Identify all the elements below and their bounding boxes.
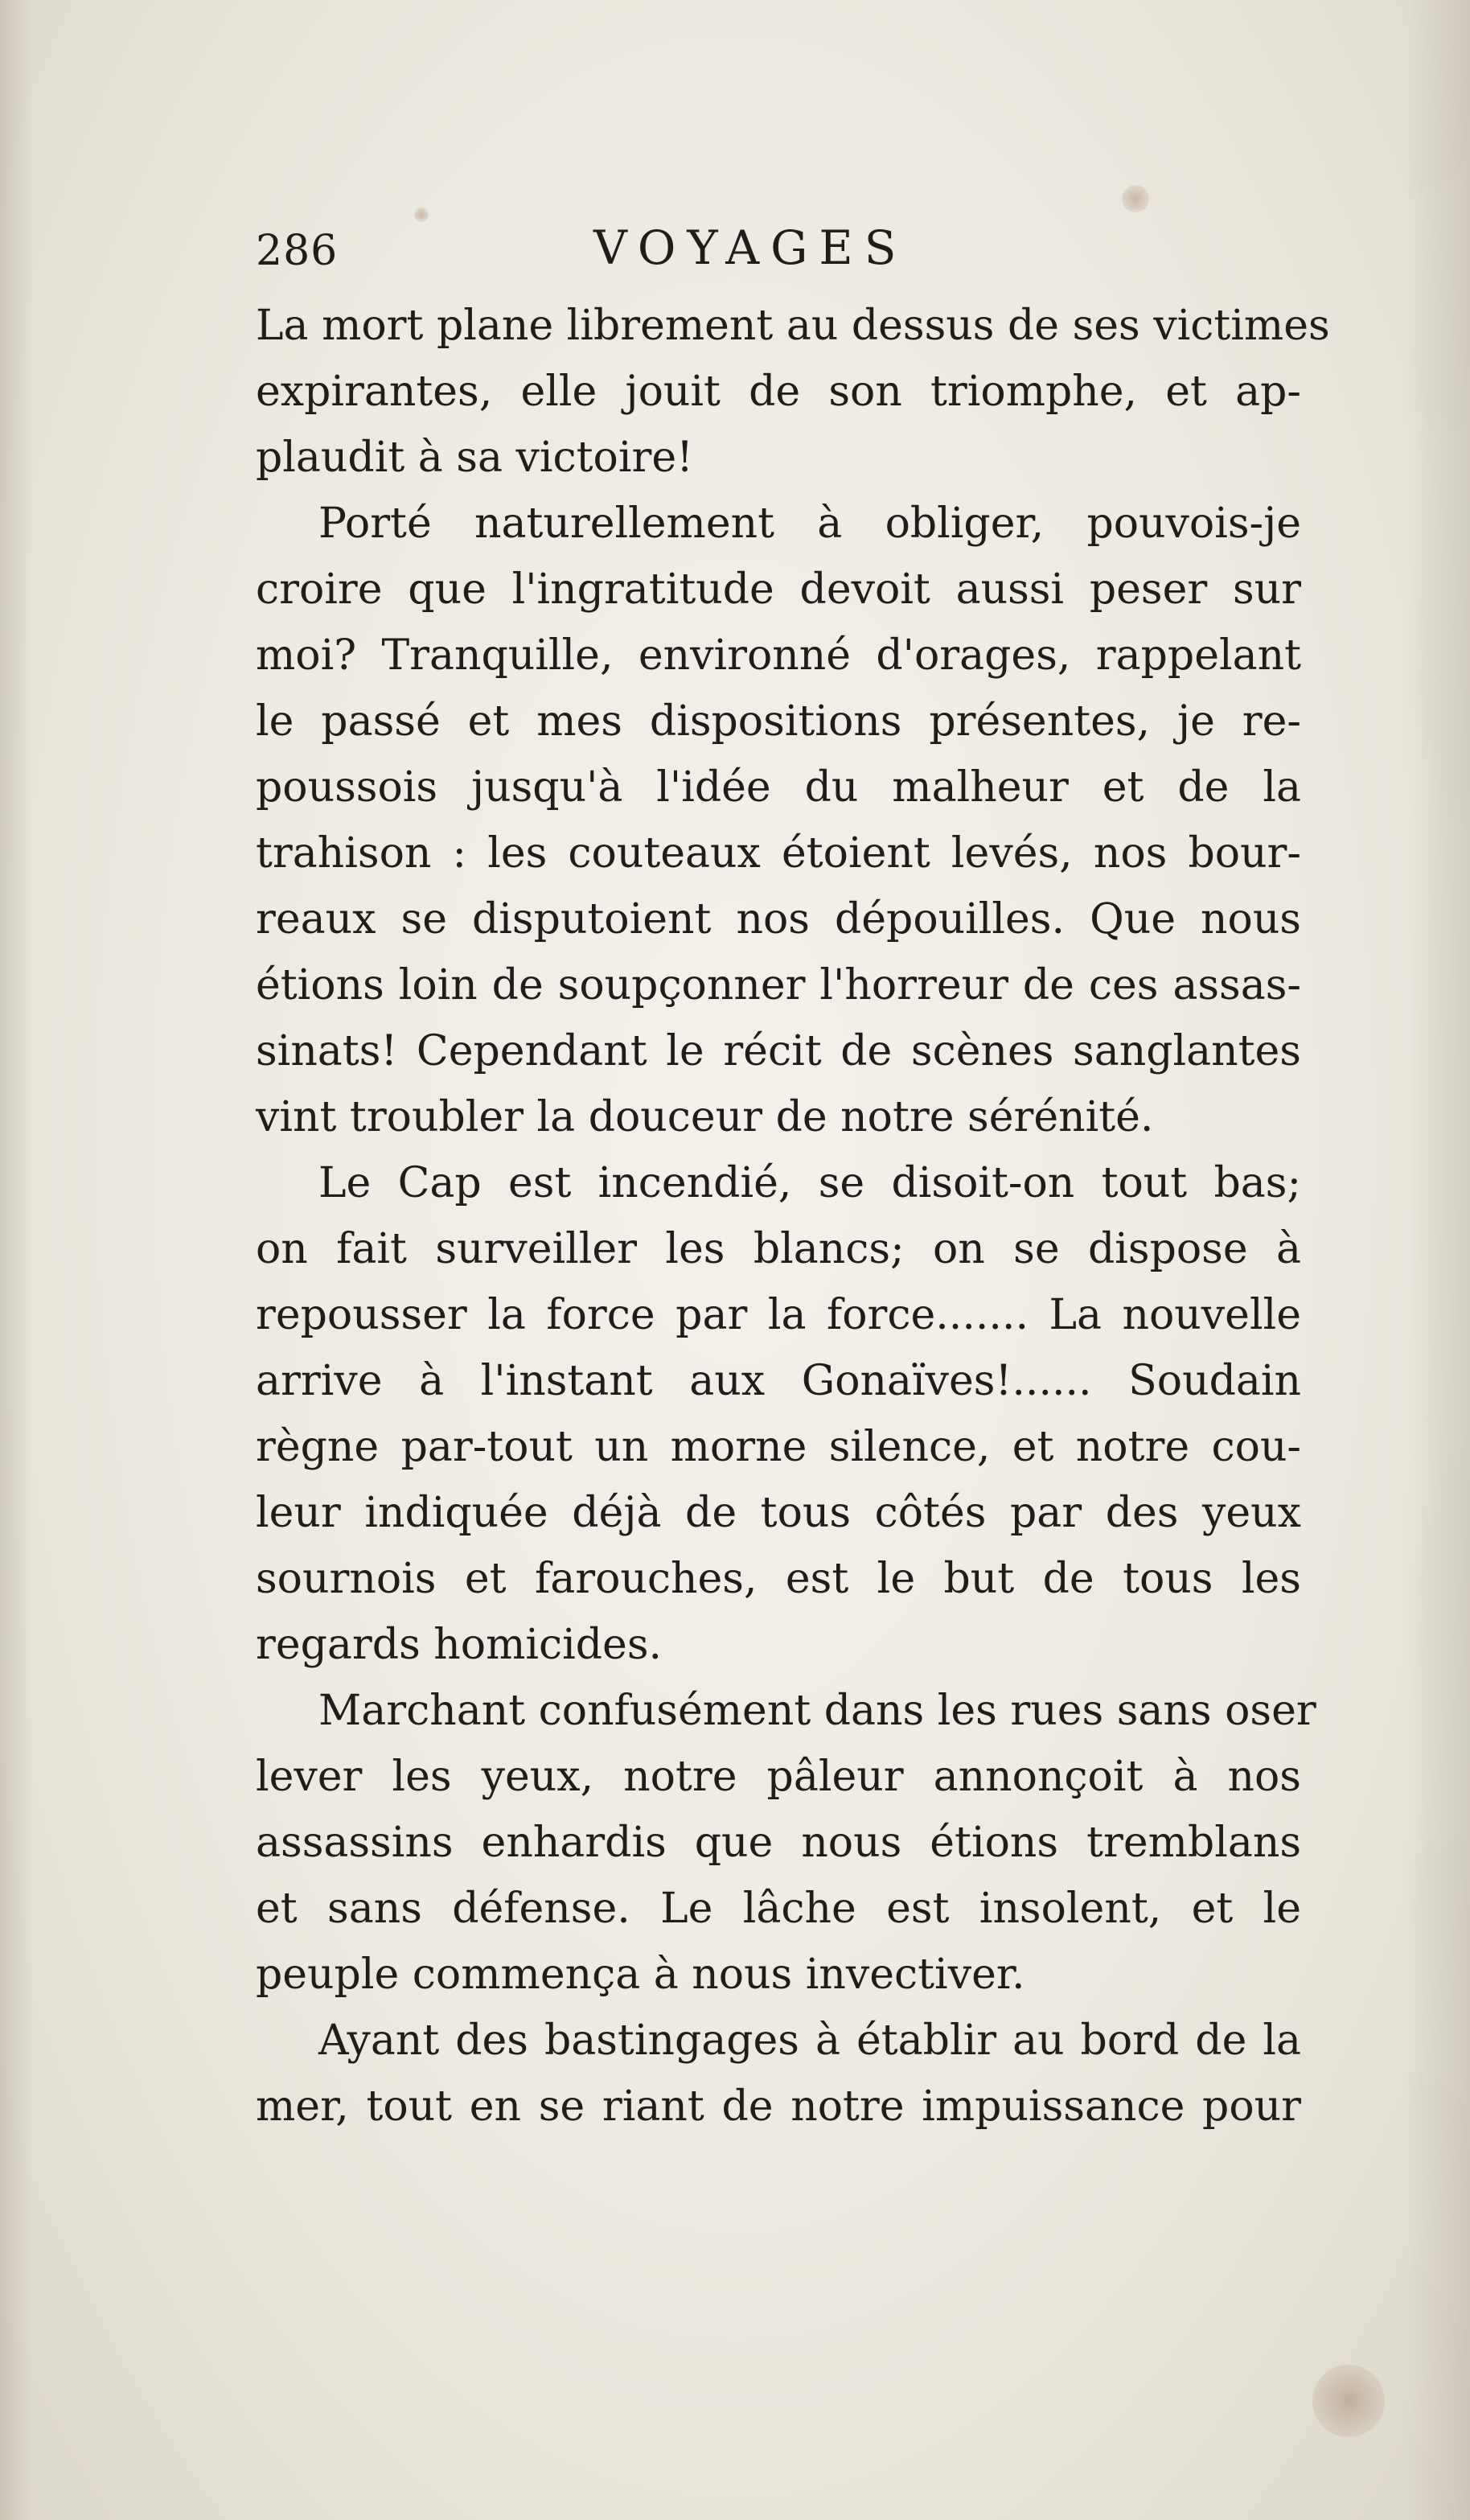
text-line: et sans défense. Le lâche est insolent, et le xyxy=(256,1885,1301,1933)
text-line: sinats! Cependant le récit de scènes sanglantes xyxy=(256,1027,1301,1075)
text-line: le passé et mes dispositions présentes, je re- xyxy=(256,697,1301,746)
text-line: Marchant confusément dans les rues sans oser xyxy=(318,1687,1316,1735)
text-line: Le Cap est incendié, se disoit-on tout bas; xyxy=(318,1159,1301,1207)
text-line: reaux se disputoient nos dépouilles. Que nous xyxy=(256,895,1301,943)
paragraph-1 xyxy=(256,293,1330,491)
page-left-edge-shadow xyxy=(0,0,32,2520)
text-line: poussois jusqu'à l'idée du malheur et de la xyxy=(256,763,1301,812)
text-line: plaudit à sa victoire! xyxy=(256,434,693,482)
text-line: règne par-tout un morne silence, et notre cou- xyxy=(256,1423,1301,1471)
paragraph-2 xyxy=(256,491,1301,1150)
text-line: croire que l'ingratitude devoit aussi peser sur xyxy=(256,565,1301,614)
text-line: on fait surveiller les blancs; on se dispose à xyxy=(256,1225,1301,1273)
text-line: lever les yeux, notre pâleur annonçoit à nos xyxy=(256,1753,1301,1801)
text-line: repousser la force par la force....... La nouvelle xyxy=(256,1291,1301,1339)
text-line: étions loin de soupçonner l'horreur de ces assas- xyxy=(256,961,1301,1009)
text-line: peuple commença à nous invectiver. xyxy=(256,1951,1025,1999)
ink-stain-top xyxy=(1122,185,1149,212)
running-head xyxy=(256,216,1301,288)
text-line: La mort plane librement au dessus de ses victimes xyxy=(256,302,1330,350)
paragraph-4 xyxy=(256,1678,1316,2008)
text-line: trahison : les couteaux étoient levés, nos bour- xyxy=(256,829,1301,878)
running-title: VOYAGES xyxy=(593,220,908,275)
paper-stain-bottom-right xyxy=(1312,2365,1385,2437)
text-line: mer, tout en se riant de notre impuissance pour xyxy=(256,2082,1301,2131)
text-line: Porté naturellement à obliger, pouvois-je xyxy=(318,499,1301,548)
text-line: arrive à l'instant aux Gonaïves!...... Soudain xyxy=(256,1357,1301,1405)
page-right-edge-shadow xyxy=(1406,0,1470,2520)
text-line: assassins enhardis que nous étions tremblans xyxy=(256,1819,1301,1867)
page-number: 286 xyxy=(256,227,339,275)
text-line: regards homicides. xyxy=(256,1621,663,1669)
paragraph-3 xyxy=(256,1150,1301,1678)
paragraph-5 xyxy=(256,2008,1301,2140)
text-line: Ayant des bastingages à établir au bord de la xyxy=(318,2016,1301,2065)
text-line: expirantes, elle jouit de son triomphe, et ap- xyxy=(256,368,1301,416)
text-line: sournois et farouches, est le but de tous les xyxy=(256,1555,1301,1603)
text-line: leur indiquée déjà de tous côtés par des yeux xyxy=(256,1489,1301,1537)
text-block xyxy=(256,216,1330,2140)
text-line: moi? Tranquille, environné d'orages, rappelant xyxy=(256,631,1301,680)
text-line: vint troubler la douceur de notre sérénité. xyxy=(256,1093,1154,1141)
